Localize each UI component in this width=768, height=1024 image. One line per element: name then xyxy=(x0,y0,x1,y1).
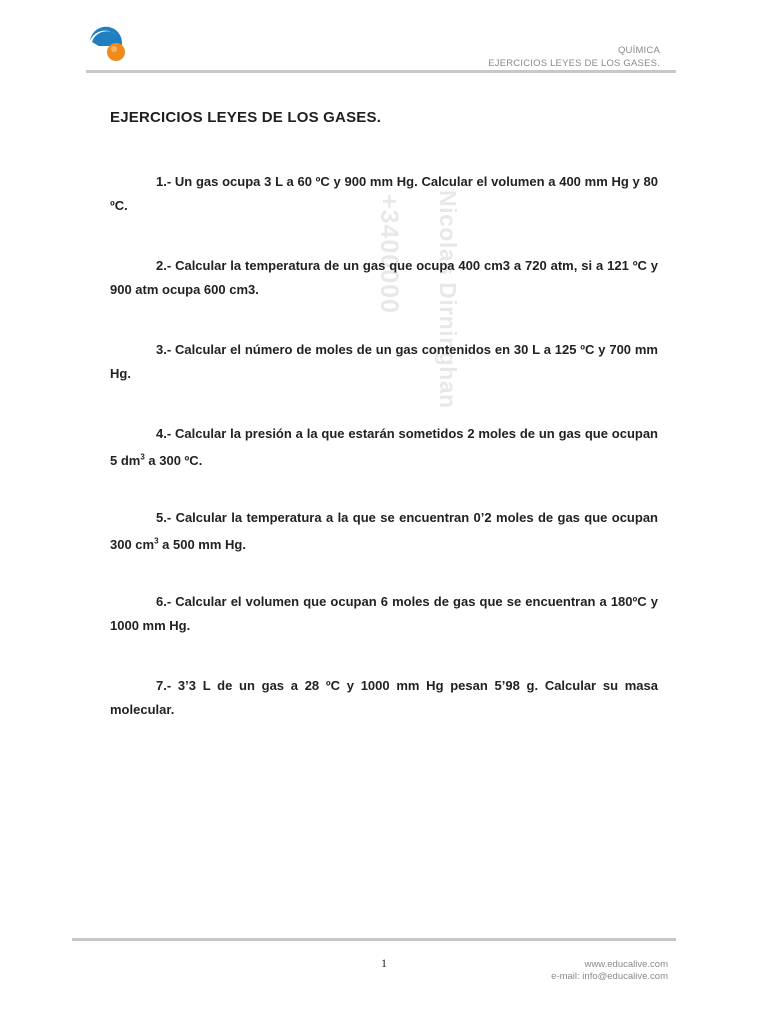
footer-divider xyxy=(72,938,676,941)
superscript: 3 xyxy=(154,537,159,546)
header-subject: QUÍMICA xyxy=(617,45,660,56)
footer-email-link[interactable]: e-mail: info@educalive.com xyxy=(551,971,668,982)
exercise-number: 7.- xyxy=(156,678,172,693)
exercise-text-end: a 500 mm Hg. xyxy=(158,537,246,553)
exercise-text: Un gas ocupa 3 L a 60 ºC y 900 mm Hg. Calcular el volumen a 400 mm Hg y 80 ºC. xyxy=(110,174,658,213)
exercise-number: 4.- xyxy=(156,426,172,441)
watermark-phone: +3400000 xyxy=(375,194,403,314)
exercise-item xyxy=(110,254,658,302)
exercise-text: Calcular la temperatura a la que se encuentran 0’2 moles de gas que ocupan 300 cm xyxy=(110,510,658,553)
exercise-text: Calcular el número de moles de un gas contenidos en 30 L a 125 ºC y 700 mm Hg. xyxy=(110,342,658,381)
exercise-number: 3.- xyxy=(156,342,172,357)
exercise-item xyxy=(110,590,658,638)
header-doc-label: EJERCICIOS LEYES DE LOS GASES. xyxy=(488,58,660,69)
exercise-number: 6.- xyxy=(156,594,172,609)
exercise-text: 3’3 L de un gas a 28 ºC y 1000 mm Hg pesan 5’98 g. Calcular su masa molecular. xyxy=(110,678,658,717)
exercise-number: 1.- xyxy=(156,174,172,189)
footer-contact xyxy=(551,959,668,983)
exercise-text-end: a 300 ºC. xyxy=(144,453,203,469)
header-info xyxy=(488,44,660,70)
superscript: 3 xyxy=(140,453,145,462)
footer-website-link[interactable]: www.educalive.com xyxy=(584,959,668,970)
watermark-name: Nicolas Dirninghan xyxy=(435,190,461,409)
page-title: EJERCICIOS LEYES DE LOS GASES. xyxy=(110,109,382,126)
exercise-text: Calcular la presión a la que estarán sometidos 2 moles de un gas que ocupan 5 dm xyxy=(110,426,658,469)
exercise-item xyxy=(110,170,658,218)
exercise-number: 5.- xyxy=(156,510,172,525)
educalive-logo xyxy=(86,22,130,66)
exercise-item xyxy=(110,506,658,557)
page-number: 1 xyxy=(381,956,387,970)
exercise-item xyxy=(110,422,658,473)
exercise-text: Calcular la temperatura de un gas que ocupa 400 cm3 a 720 atm, si a 121 ºC y 900 atm ocupa 600 cm3. xyxy=(110,258,658,297)
exercise-item xyxy=(110,674,658,722)
exercise-text: Calcular el volumen que ocupan 6 moles de gas que se encuentran a 180ºC y 1000 mm Hg. xyxy=(110,594,658,633)
header-divider xyxy=(86,70,676,73)
exercise-item xyxy=(110,338,658,386)
exercise-number: 2.- xyxy=(156,258,172,273)
